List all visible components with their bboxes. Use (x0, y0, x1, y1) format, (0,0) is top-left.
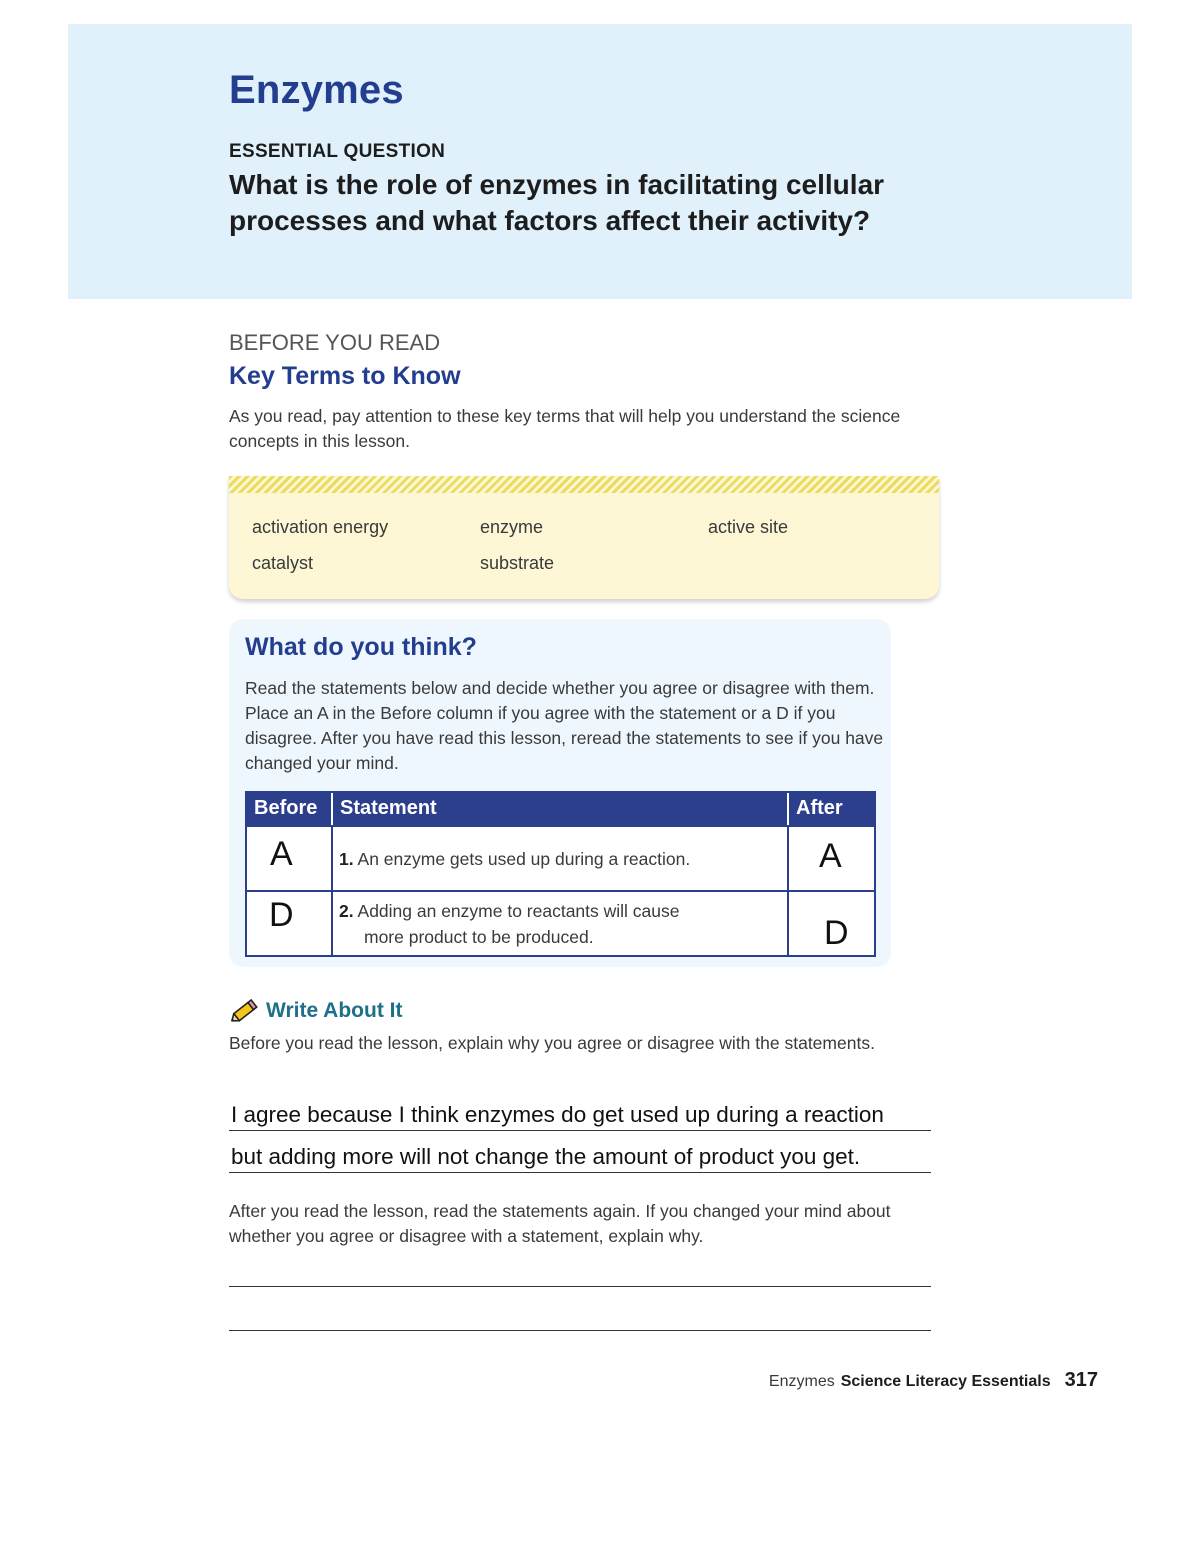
term-enzyme: enzyme (480, 517, 544, 537)
statement-text: Adding an enzyme to reactants will cause (357, 901, 680, 921)
statement-number: 1. (339, 849, 354, 869)
before-cell[interactable] (247, 827, 333, 890)
statement-text: An enzyme gets used up during a reaction. (357, 849, 691, 869)
before-cell[interactable] (247, 892, 333, 955)
key-terms-box (229, 476, 939, 599)
statement-number: 2. (339, 901, 354, 921)
write-about-it-heading: Write About It (266, 999, 403, 1022)
terms-stripe (229, 476, 939, 493)
before-answer: A (270, 835, 293, 873)
answer-line[interactable] (229, 1253, 931, 1287)
answer-line[interactable] (229, 1297, 931, 1331)
key-terms-heading: Key Terms to Know (229, 362, 461, 390)
before-you-read-label: BEFORE YOU READ (229, 330, 441, 355)
anticipation-guide-table (245, 791, 876, 957)
before-answer: D (269, 896, 294, 934)
statement-cell (333, 892, 789, 955)
header-before: Before (247, 793, 333, 825)
page-number: 317 (1064, 1369, 1098, 1391)
essential-question-label: ESSENTIAL QUESTION (229, 141, 446, 162)
term-substrate: substrate (480, 553, 555, 573)
header-after: After (796, 797, 843, 819)
after-cell[interactable] (789, 827, 874, 890)
after-cell[interactable] (789, 892, 874, 955)
table-row (247, 890, 874, 955)
lesson-title: Enzymes (229, 68, 404, 112)
essential-question: What is the role of enzymes in facilitating cellular processes and what factors affect their activity? (229, 169, 885, 236)
header-statement: Statement (333, 793, 789, 825)
pencil-icon (229, 998, 259, 1026)
statement-cell (333, 827, 789, 890)
what-do-you-think-heading: What do you think? (245, 633, 477, 661)
key-terms-intro: As you read, pay attention to these key terms that will help you understand the science concepts in this lesson. (229, 406, 901, 451)
footer-lesson: Enzymes (768, 1373, 835, 1390)
handwritten-answer: but adding more will not change the amount of product you get. (231, 1144, 861, 1169)
after-answer: A (819, 837, 842, 875)
statement-text-continued: more product to be produced. (364, 927, 594, 947)
answer-line[interactable] (229, 1139, 931, 1173)
answer-line[interactable] (229, 1097, 931, 1131)
what-do-you-think-instructions: Read the statements below and decide whether you agree or disagree with them. Place an A in the Before column if you agree with the statement or a D if you disagree. After you have read this lesson, reread the statements to see if you have changed your mind. (245, 678, 884, 773)
handwritten-answer: I agree because I think enzymes do get used up during a reaction (231, 1102, 884, 1127)
term-activation-energy: activation energy (252, 517, 389, 537)
term-catalyst: catalyst (252, 553, 314, 573)
page-footer (769, 1369, 1098, 1392)
header-band (68, 24, 1132, 299)
write-about-it-prompt-after: After you read the lesson, read the statements again. If you changed your mind about whether you agree or disagree with a statement, explain why. (229, 1201, 891, 1246)
what-do-you-think-box (229, 619, 891, 967)
table-header-row (247, 793, 874, 825)
footer-series: Science Literacy Essentials (840, 1373, 1051, 1390)
write-about-it-prompt-before: Before you read the lesson, explain why you agree or disagree with the statements. (229, 1033, 875, 1053)
table-row (247, 825, 874, 890)
term-active-site: active site (708, 517, 789, 537)
after-answer: D (824, 914, 849, 952)
